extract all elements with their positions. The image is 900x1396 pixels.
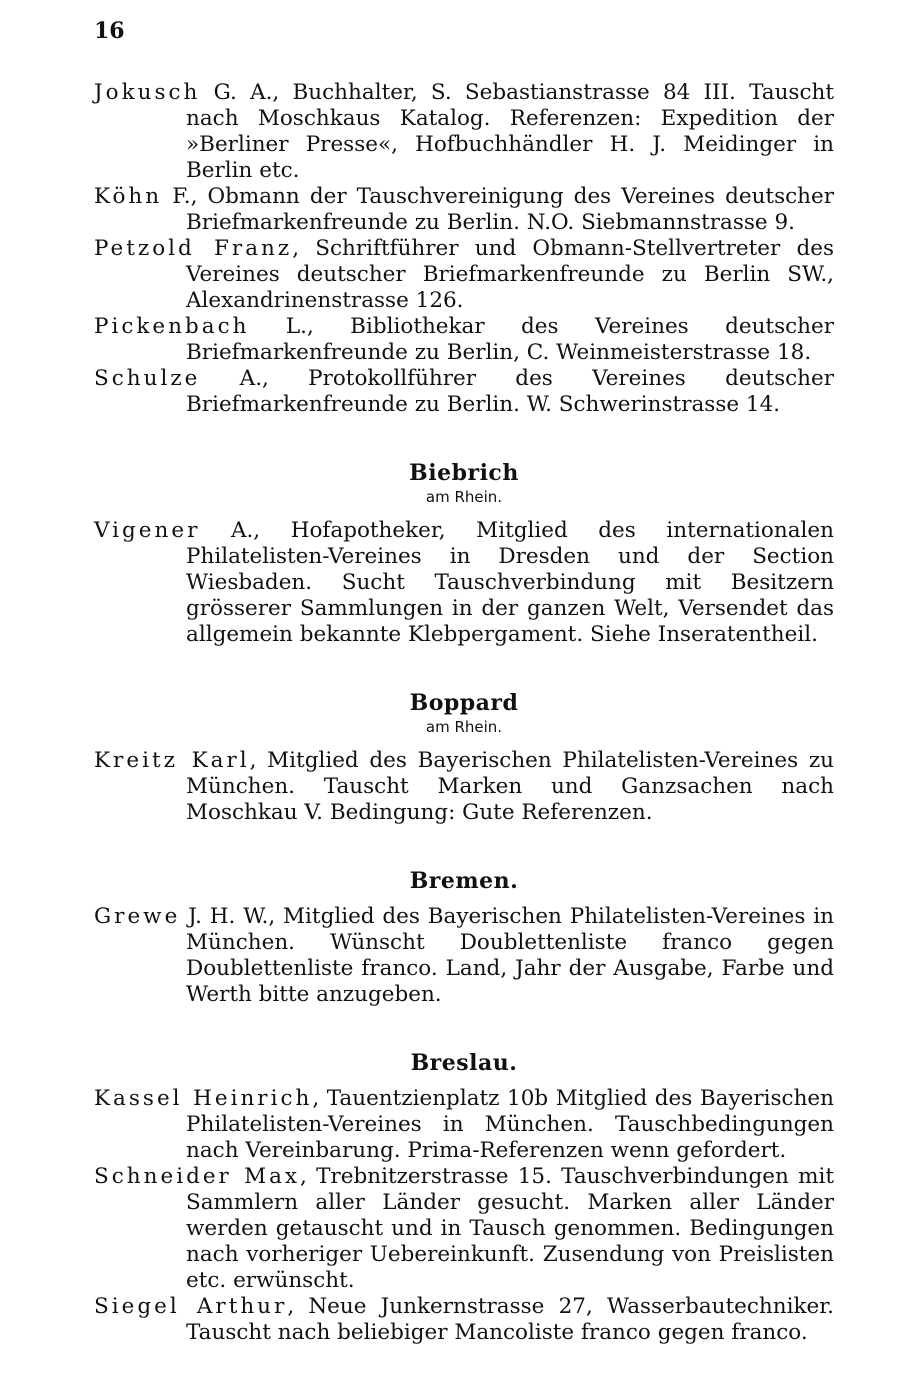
page-number: 16 <box>94 18 125 44</box>
group-breslau <box>94 1050 834 1346</box>
entry-text: J. H. W., Mitglied des Bayerischen Philatelisten-Vereines in München. Wünscht Doublettenliste franco gegen Doublettenliste franco. Land, Jahr der Ausgabe, Farbe und Werth bitte anzugeben. <box>180 904 834 1007</box>
section-spacer <box>94 826 834 868</box>
city-title: Biebrich <box>409 460 519 486</box>
city-heading <box>94 690 834 738</box>
entry-name: Schneider Max <box>94 1164 301 1189</box>
entry-text: F., Obmann der Tauschvereinigung des Vereines deutscher Briefmarkenfreunde zu Berlin. N.O. Siebmannstrasse 9. <box>162 184 834 235</box>
directory-entry <box>94 236 834 314</box>
directory-entry <box>94 366 834 418</box>
group-boppard <box>94 690 834 826</box>
city-heading <box>94 460 834 508</box>
entry-name: Siegel Arthur <box>94 1294 288 1319</box>
entry-name: Jokusch <box>94 80 201 105</box>
entry-name: Kassel Heinrich <box>94 1086 313 1111</box>
directory-entry <box>94 1294 834 1346</box>
city-title: Breslau. <box>410 1050 518 1076</box>
heading-spacer <box>94 894 834 904</box>
directory-entry <box>94 904 834 1008</box>
entry-text: , Mitglied des Bayerischen Philatelisten-Vereines zu München. Tauscht Marken und Ganzsachen nach Moschkau V. Bedingung: Gute Referenzen. <box>186 748 834 825</box>
entry-text: , Schriftführer und Obmann-Stellvertreter des Vereines deutscher Briefmarkenfreunde zu Berlin SW., Alexandrinenstrasse 126. <box>186 236 834 313</box>
entry-name: Vigener <box>94 518 201 543</box>
city-heading <box>94 1050 834 1076</box>
city-title: Boppard <box>409 690 519 716</box>
directory-content <box>94 80 834 1346</box>
directory-entry <box>94 80 834 184</box>
entry-text: , Neue Junkernstrasse 27, Wasserbautechniker. Tauscht nach beliebiger Mancoliste franco gegen franco. <box>186 1294 834 1345</box>
entry-name: Petzold Franz <box>94 236 293 261</box>
section-spacer <box>94 418 834 460</box>
city-subtitle: am Rhein. <box>425 718 503 736</box>
heading-spacer <box>94 738 834 748</box>
entry-text: A., Protokollführer des Vereines deutscher Briefmarkenfreunde zu Berlin. W. Schwerinstrasse 14. <box>186 366 834 417</box>
directory-entry <box>94 748 834 826</box>
entry-name: Köhn <box>94 184 163 209</box>
directory-entry <box>94 1164 834 1294</box>
section-spacer <box>94 648 834 690</box>
group-berlin <box>94 80 834 418</box>
entry-name: Kreitz Karl <box>94 748 250 773</box>
city-title: Bremen. <box>409 868 519 894</box>
entry-text: L., Bibliothekar des Vereines deutscher Briefmarkenfreunde zu Berlin, C. Weinmeisterstrasse 18. <box>186 314 834 365</box>
entry-name: Schulze <box>94 366 201 391</box>
heading-spacer <box>94 1076 834 1086</box>
entry-text: , Tauentzienplatz 10b Mitglied des Bayerischen Philatelisten-Vereines in München. Tauschbedingungen nach Vereinbarung. Prima-Referenzen wenn gefordert. <box>186 1086 834 1163</box>
entry-text: A., Hofapotheker, Mitglied des internationalen Philatelisten-Vereines in Dresden und der Section Wiesbaden. Sucht Tauschverbindung mit Besitzern grösserer Sammlungen in der ganzen Welt, Versendet das allgemein bekannte Klebpergament. Siehe Inseratentheil. <box>186 518 834 647</box>
entry-name: Pickenbach <box>94 314 250 339</box>
group-bremen <box>94 868 834 1008</box>
directory-entry <box>94 314 834 366</box>
directory-entry <box>94 1086 834 1164</box>
city-subtitle: am Rhein. <box>425 488 503 506</box>
directory-entry <box>94 184 834 236</box>
directory-entry <box>94 518 834 648</box>
group-biebrich <box>94 460 834 648</box>
section-spacer <box>94 1008 834 1050</box>
city-heading <box>94 868 834 894</box>
entry-name: Grewe <box>94 904 181 929</box>
entry-text: , Trebnitzerstrasse 15. Tauschverbindungen mit Sammlern aller Länder gesucht. Marken aller Länder werden getauscht und in Tausch genommen. Bedingungen nach vorheriger Uebereinkunft. Zusendung von Preislisten etc. erwünscht. <box>186 1164 835 1293</box>
heading-spacer <box>94 508 834 518</box>
entry-text: G. A., Buchhalter, S. Sebastianstrasse 84 III. Tauscht nach Moschkaus Katalog. Referenzen: Expedition der »Berliner Presse«, Hofbuchhändler H. J. Meidinger in Berlin etc. <box>186 80 834 183</box>
